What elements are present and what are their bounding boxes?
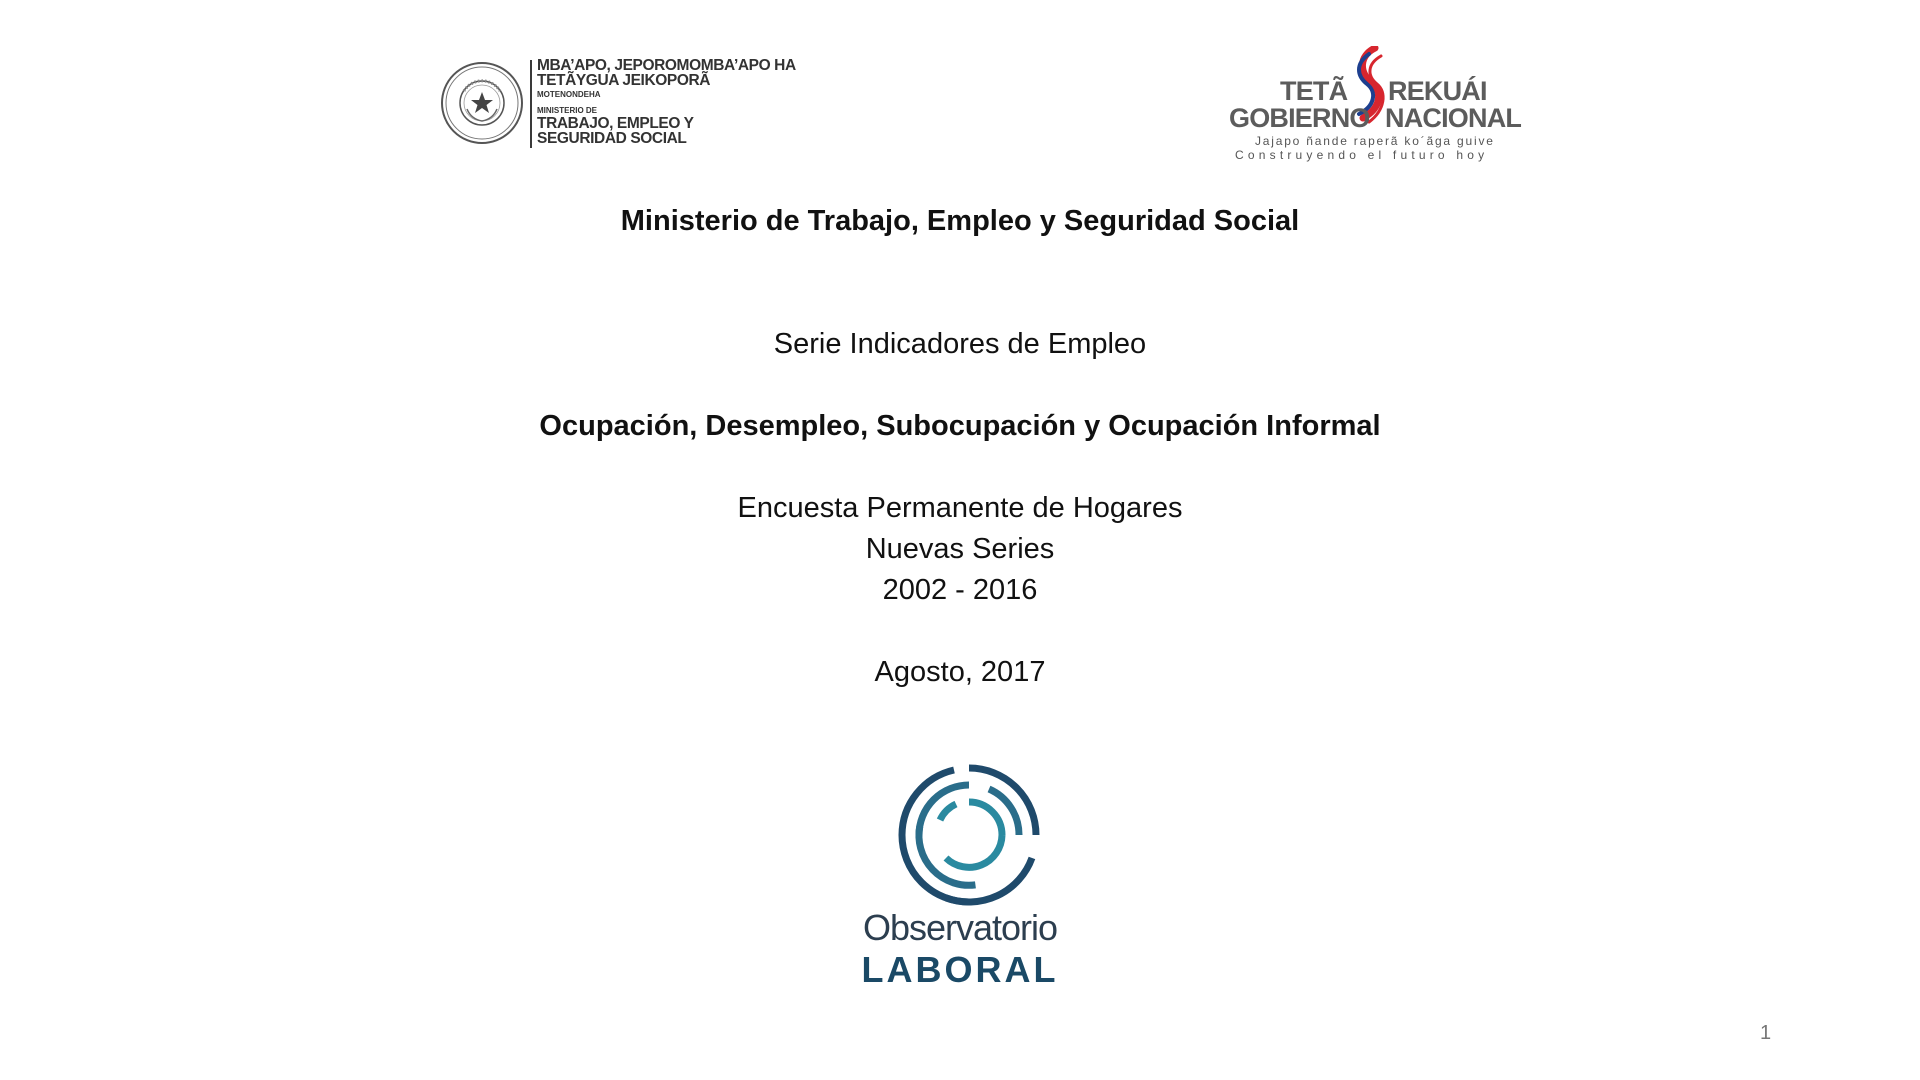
- national-seal-icon: [440, 61, 524, 145]
- ministry-logo-line3: TRABAJO, EMPLEO Y: [537, 115, 694, 132]
- gov-tagline-guarani: Jajapo ñande raperã ko´ãga guive: [1255, 134, 1495, 148]
- ministry-name: Ministerio de Trabajo, Empleo y Seguridad Social: [620, 205, 1300, 237]
- ministry-logo-small2: MINISTERIO DE: [537, 106, 598, 115]
- observatorio-laboral-logo: [860, 760, 1060, 990]
- ministry-logo-text: [537, 58, 827, 146]
- laboral-word: LABORAL: [861, 949, 1059, 990]
- document-title: Ocupación, Desempleo, Subocupación y Ocupación Informal: [539, 410, 1381, 442]
- survey-name: Encuesta Permanente de Hogares: [737, 492, 1183, 524]
- series-name: Serie Indicadores de Empleo: [773, 328, 1147, 360]
- logo-divider: [530, 60, 532, 148]
- gov-tagline-spanish: Construyendo el futuro hoy: [1235, 148, 1489, 162]
- ministry-logo-small1: MOTENONDEHA: [537, 90, 601, 99]
- gov-word-nacional: NACIONAL: [1385, 103, 1522, 133]
- gov-word-rekuai: REKUÁI: [1388, 76, 1487, 106]
- observatorio-word: Observatorio: [862, 907, 1058, 948]
- gobierno-nacional-logo: [1225, 46, 1525, 161]
- ministry-logo: [440, 58, 820, 150]
- year-range: 2002 - 2016: [882, 574, 1038, 606]
- ministry-logo-line2: TETÃYGUA JEIKOPORÃ: [537, 72, 711, 89]
- ministry-logo-line1: MBA’APO, JEPOROMOMBA’APO HA: [537, 57, 796, 74]
- gov-word-teta: TETÃ: [1280, 76, 1348, 106]
- publication-date: Agosto, 2017: [874, 656, 1046, 688]
- gov-word-gobierno: GOBIERNO: [1229, 103, 1370, 133]
- page-number: 1: [1760, 1022, 1772, 1044]
- observatorio-rings-icon: [894, 760, 1044, 910]
- ministry-logo-line4: SEGURIDAD SOCIAL: [537, 130, 687, 147]
- new-series-label: Nuevas Series: [865, 533, 1055, 565]
